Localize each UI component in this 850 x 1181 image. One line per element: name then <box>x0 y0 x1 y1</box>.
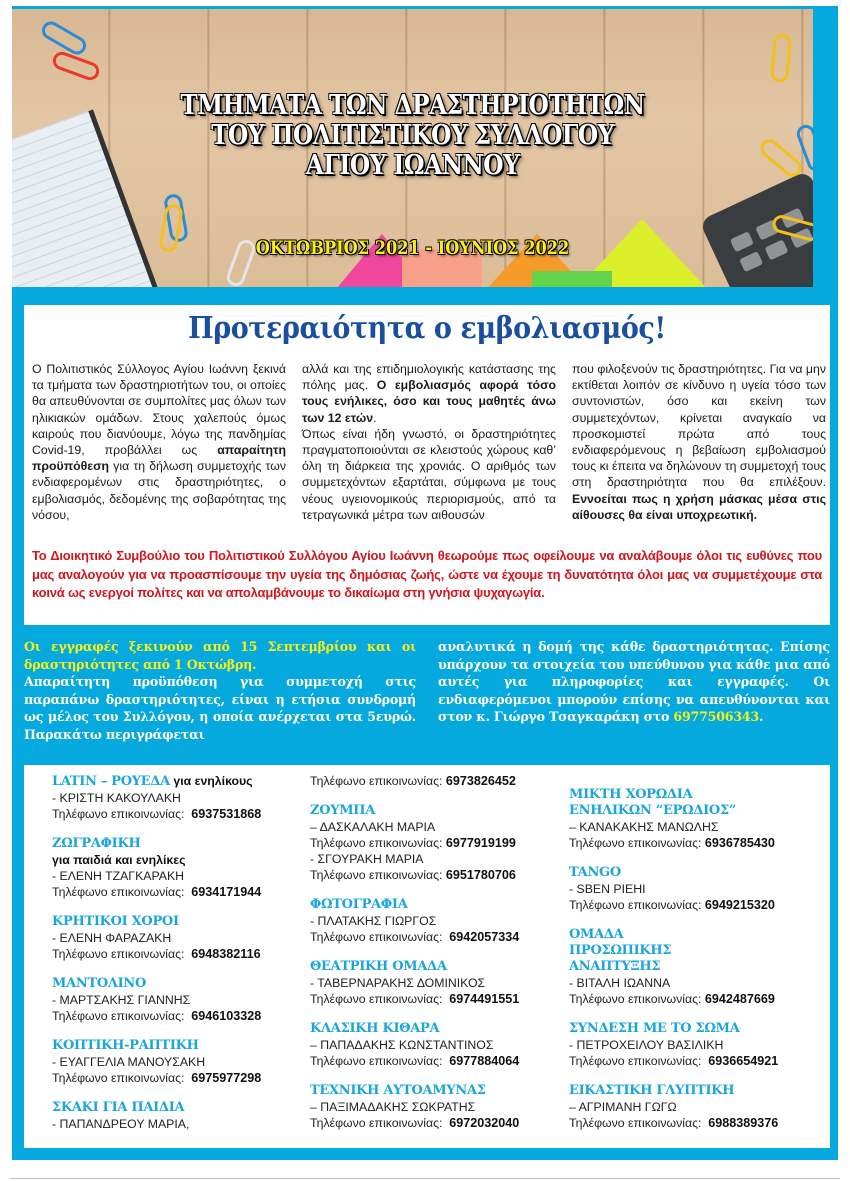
registration-info-left: Οι εγγραφές ξεκινούν από 15 Σεπτεμβρίου και οι δραστηριότητες από 1 Οκτώβρη. Απαραίτητη προϋπόθεση για συμμετοχή στις παραπάνω δραστηριότητες, είναι η ετήσια συνδρομή ως μέλος του Συλλόγου, η οποία ανέρχεται στα 5ευρώ. Παρακάτω περιγράφεται <box>24 639 416 742</box>
paperclip-icon <box>757 136 805 181</box>
activity-name: ΜΑΝΤΟΛΙΝΟ <box>52 976 147 991</box>
activity-name: ΤΕΧΝΙΚΗ ΑΥΤΟΑΜΥΝΑΣ <box>310 1083 486 1098</box>
activity-instructor: - ΣΓΟΥΡΑΚΗ ΜΑΡΙΑ <box>310 852 424 866</box>
activity-name: ΚΟΠΤΙΚΗ-ΡΑΠΤΙΚΗ <box>52 1038 199 1053</box>
phone-label: Τηλέφωνο επικοινωνίας: <box>52 1071 185 1085</box>
registration-dates: Οι εγγραφές ξεκινούν από 15 Σεπτεμβρίου και οι δραστηριότητες από 1 Οκτώβρη. <box>24 639 416 672</box>
activity-item: ΖΩΓΡΑΦΙΚΗ για παιδιά και ενηλίκες - ΕΛΕΝΗ ΤΖΑΓΚΑΡΑΚΗ Τηλέφωνο επικοινωνίας: 6934171944 <box>52 836 302 900</box>
phone-label: Τηλέφωνο επικοινωνίας: <box>52 947 185 961</box>
activity-phone <box>569 897 819 913</box>
activity-instructor: - ΒΙΤΑΛΗ ΙΩΑΝΝΑ <box>569 976 671 990</box>
activity-phone <box>310 1053 560 1069</box>
activity-instructor: - ΚΡΙΣΤΗ ΚΑΚΟΥΛΑΚΗ <box>52 791 181 805</box>
activity-phone <box>52 1070 302 1086</box>
article-panel <box>24 305 830 625</box>
activity-instructor: - ΕΛΕΝΗ ΤΖΑΓΚΑΡΑΚΗ <box>52 869 185 883</box>
phone-label: Τηλέφωνο επικοινωνίας: <box>310 836 443 850</box>
phone-number[interactable]: 6975977298 <box>191 1071 262 1085</box>
phone-number[interactable]: 6977919199 <box>445 836 516 850</box>
activity-item <box>569 1083 819 1131</box>
activity-name: ΖΩΓΡΑΦΙΚΗ <box>52 836 141 851</box>
activity-name: ΖΟΥΜΠΑ <box>310 803 376 818</box>
activity-item-continued <box>310 773 560 789</box>
activity-item: ΜΙΚΤΗ ΧΟΡΩΔΙΑ ΕΝΗΛΙΚΩΝ “ΕΡΩΔΙΟΣ” – ΚΑΝΑΚΑΚΗΣ ΜΑΝΩΛΗΣ Τηλέφωνο επικοινωνίας: 6936785430 <box>569 787 819 851</box>
phone-number[interactable]: 6949215320 <box>704 898 775 912</box>
activity-phone <box>52 946 302 962</box>
activity-item <box>52 914 302 962</box>
activity-name: ΣΚΑΚΙ ΓΙΑ ΠΑΙΔΙΑ <box>52 1100 185 1115</box>
activity-instructor: - ΠΕΤΡΟΧΕΙΛΟΥ ΒΑΣΙΛΙΚΗ <box>569 1038 724 1052</box>
phone-number[interactable]: 6973826452 <box>445 774 516 788</box>
activity-item <box>569 1021 819 1069</box>
activity-item <box>310 803 560 883</box>
phone-label: Τηλέφωνο επικοινωνίας: <box>569 1054 702 1068</box>
phone-label: Τηλέφωνο επικοινωνίας: <box>310 868 443 882</box>
activity-phone <box>569 991 819 1007</box>
activity-name: ΟΜΑΔΑ <box>569 927 624 942</box>
activity-item <box>310 959 560 1007</box>
activity-instructor: - ΜΑΡΤΣΑΚΗΣ ΓΙΑΝΝΗΣ <box>52 993 191 1007</box>
article-columns <box>32 361 826 523</box>
banner-title-line: ΤΜΗΜΑΤΑ ΤΩΝ ΔΡΑΣΤΗΡΙΟΤΗΤΩΝ <box>180 90 645 121</box>
activity-item <box>52 1038 302 1086</box>
activity-instructor: - ΠΛΑΤΑΚΗΣ ΓΙΩΡΓΟΣ <box>310 914 437 928</box>
phone-number[interactable]: 6946103328 <box>191 1009 262 1023</box>
phone-label: Τηλέφωνο επικοινωνίας: <box>310 992 443 1006</box>
activity-name: ΕΙΚΑΣΤΙΚΗ ΓΛΥΠΤΙΚΗ <box>569 1083 735 1098</box>
activity-phone <box>569 1115 819 1131</box>
activity-item <box>310 897 560 945</box>
phone-number[interactable]: 6936654921 <box>708 1054 779 1068</box>
activity-name: ΚΛΑΣΙΚΗ ΚΙΘΑΡΑ <box>310 1021 440 1036</box>
contact-phone-link[interactable]: 6977506343 <box>673 709 760 724</box>
activity-phone <box>310 929 560 945</box>
phone-label: Τηλέφωνο επικοινωνίας: <box>569 836 702 850</box>
board-statement: Το Διοικητικό Συμβούλιο του Πολιτιστικού Συλλόγου Αγίου Ιωάννη θεωρούμε πως οφείλουμε να αναλάβουμε όλοι τις ευθύνες που μας αναλογούν για να προασπίσουμε την υγεία της δημόσιας ζωής, ώστε να έχουμε τη δυνατότητα όλοι μας να συμμετέχουμε στα κοινά ως ενεργοί πολίτες και να απολαμβάνουμε το δικαίωμα στη γνήσια ψυχαγωγία. <box>32 548 822 600</box>
bottom-divider <box>10 1178 840 1179</box>
activity-instructor: – ΠΑΞΙΜΑΔΑΚΗΣ ΣΩΚΡΑΤΗΣ <box>310 1100 476 1114</box>
activity-phone <box>310 991 560 1007</box>
phone-number[interactable]: 6934171944 <box>191 885 262 899</box>
activity-instructor: - ΕΛΕΝΗ ΦΑΡΑΖΑΚΗ <box>52 931 172 945</box>
activity-name: ΚΡΗΤΙΚΟΙ ΧΟΡΟΙ <box>52 914 179 929</box>
activity-name: TANGO <box>569 865 621 880</box>
phone-label: Τηλέφωνο επικοινωνίας: <box>310 1116 443 1130</box>
phone-label: Τηλέφωνο επικοινωνίας: <box>569 898 702 912</box>
phone-number[interactable]: 6977884064 <box>449 1054 520 1068</box>
phone-label: Τηλέφωνο επικοινωνίας: <box>52 807 185 821</box>
phone-number[interactable]: 6937531868 <box>191 807 262 821</box>
activity-instructor: – ΚΑΝΑΚΑΚΗΣ ΜΑΝΩΛΗΣ <box>569 820 719 834</box>
sticky-note-green <box>532 271 612 287</box>
banner-title-line: ΤΟΥ ΠΟΛΙΤΙΣΤΙΚΟΥ ΣΥΛΛΟΓΟΥ <box>211 120 614 151</box>
activity-name: ΦΩΤΟΓΡΑΦΙΑ <box>310 897 408 912</box>
article-column-2: αλλά και της επιδημιολογικής κατάστασης της πόλης μας. Ο εμβολιασμός αφορά τόσο τους ενήλικες, όσο και τους μαθητές άνω των 12 ετών. Όπως είναι ήδη γνωστό, οι δραστηριότητες πραγματοποιούνται σε κλειστούς χώρους καθ’ όλη τη διάρκεια της χρονιάς. Ο αριθμός των συμμετεχόντων εξαρτάται, σύμφωνα με τους νέους υγειονομικούς περιορισμούς, από τα τετραγωνικά μέτρα των αιθουσών <box>302 362 556 522</box>
activity-phone <box>569 835 819 851</box>
activity-phone <box>52 806 302 822</box>
activities-column-2 <box>310 773 560 1145</box>
phone-label: Τηλέφωνο επικοινωνίας: <box>569 992 702 1006</box>
phone-number[interactable]: 6942057334 <box>449 930 520 944</box>
phone-label: Τηλέφωνο επικοινωνίας: <box>310 774 443 788</box>
activity-instructor: – ΔΑΣΚΑΛΑΚΗ ΜΑΡΙΑ <box>310 820 436 834</box>
phone-number[interactable]: 6951780706 <box>445 868 516 882</box>
activity-name: ΜΙΚΤΗ ΧΟΡΩΔΙΑ <box>569 787 693 802</box>
activities-column-1 <box>52 773 302 1146</box>
activity-item <box>310 1021 560 1069</box>
article-column-1: Ο Πολιτιστικός Σύλλογος Αγίου Ιωάννη ξεκινά τα τμήματα των δραστηριοτήτων του, οι οποίες θα απευθύνονται σε συμπολίτες μας όλων των ηλικιακών ομάδων. Στους χαλεπούς όμως καιρούς που διανύουμε, λόγω της πανδημίας Covid-19, προβάλλει ως απαραίτητη προϋπόθεση για τη δήλωση συμμετοχής των ενδιαφερομένων στις δραστηριότητες, ο εμβολιασμός, δεδομένης της σοβαρότητας της νόσου, <box>32 362 286 522</box>
activities-column-3 <box>569 787 819 1145</box>
banner-title <box>68 91 757 181</box>
activity-instructor: - ΠΑΠΑΝΔΡΕΟΥ ΜΑΡΙΑ, <box>52 1117 190 1131</box>
article-headline: Προτεραιότητα ο εμβολιασμός! <box>188 311 666 346</box>
phone-number[interactable]: 6988389376 <box>708 1116 779 1130</box>
phone-label: Τηλέφωνο επικοινωνίας: <box>310 930 443 944</box>
activities-panel <box>24 765 830 1148</box>
activity-item <box>569 865 819 913</box>
activity-instructor: - ΤΑΒΕΡΝΑΡΑΚΗΣ ΔΟΜΙΝΙΚΟΣ <box>310 976 486 990</box>
activity-item <box>52 976 302 1024</box>
paperclip-icon <box>770 33 792 82</box>
phone-label: Τηλέφωνο επικοινωνίας: <box>52 885 185 899</box>
activity-instructor: – ΑΓΡΙΜΑΝΗ ΓΩΓΩ <box>569 1100 677 1114</box>
activity-phone <box>310 773 560 789</box>
phone-number[interactable]: 6974491551 <box>449 992 520 1006</box>
activity-instructor: - SBEN PIEHI <box>569 882 646 896</box>
activity-phone <box>310 867 560 883</box>
registration-info <box>24 638 830 756</box>
article-column-3: που φιλοξενούν τις δραστηριότητες. Για να μην εκτίθεται λοιπόν σε κίνδυνο η υγεία τόσο των συντονιστών, όσο και εκείνη των συμμετεχόντων, κρίνεται αναγκαίο να προσκομιστεί πρώτα από τους ενδιαφερόμενους η βεβαίωση εμβολιασμού τους κι έπειτα να δηλώνουν τη συμμετοχή τους στη δραστηριότητα που θα επιλέξουν. Εννοείται πως η χρήση μάσκας μέσα στις αίθουσες θα είναι υποχρεωτική. <box>572 362 826 522</box>
phone-label: Τηλέφωνο επικοινωνίας: <box>52 1009 185 1023</box>
phone-number[interactable]: 6948382116 <box>191 947 261 961</box>
activity-name: ΣΥΝΔΕΣΗ ΜΕ ΤΟ ΣΩΜΑ <box>569 1021 740 1036</box>
activity-phone <box>52 884 302 900</box>
activity-phone <box>310 1115 560 1131</box>
phone-number[interactable]: 6972032040 <box>449 1116 520 1130</box>
phone-number[interactable]: 6942487669 <box>704 992 775 1006</box>
activity-item: ΟΜΑΔΑ ΠΡΟΣΩΠΙΚΗΣ ΑΝΑΠΤΥΞΗΣ - ΒΙΤΑΛΗ ΙΩΑΝΝΑ Τηλέφωνο επικοινωνίας: 6942487669 <box>569 927 819 1007</box>
activity-phone <box>52 1008 302 1024</box>
registration-info-right: αναλυτικά η δομή της κάθε δραστηριότητας. Επίσης υπάρχουν τα στοιχεία του υπεύθυνου για κάθε μια από αυτές για πληροφορίες και εγγραφές. Οι ενδιαφερόμενοι μπορούν επίσης να απευθύνονται και στον κ. Γιώργο Τσαγκαράκη στο 6977506343. <box>438 639 830 724</box>
date-range: ΟΚΤΩΒΡΙΟΣ 2021 - ΙΟΥΝΙΟΣ 2022 <box>255 237 570 259</box>
activity-instructor: – ΠΑΠΑΔΑΚΗΣ ΚΩΝΣΤΑΝΤΙΝΟΣ <box>310 1038 494 1052</box>
activity-instructor: - ΕΥΑΓΓΕΛΙΑ ΜΑΝΟΥΣΑΚΗ <box>52 1055 206 1069</box>
activity-phone <box>310 835 560 851</box>
activity-item <box>52 1100 302 1132</box>
activity-phone <box>569 1053 819 1069</box>
phone-label: Τηλέφωνο επικοινωνίας: <box>310 1054 443 1068</box>
activity-name: ΘΕΑΤΡΙΚΗ ΟΜΑΔΑ <box>310 959 447 974</box>
header-banner <box>12 9 813 287</box>
banner-title-line: ΑΓΙΟΥ ΙΩΑΝΝΟΥ <box>305 150 520 181</box>
activity-item <box>310 1083 560 1131</box>
activity-item: LATIN – ΡΟΥΕΔΑ για ενηλίκους - ΚΡΙΣΤΗ ΚΑΚΟΥΛΑΚΗ Τηλέφωνο επικοινωνίας: 6937531868 <box>52 773 302 822</box>
activity-name: LATIN – ΡΟΥΕΔΑ <box>52 774 170 789</box>
phone-number[interactable]: 6936785430 <box>704 836 775 850</box>
phone-label: Τηλέφωνο επικοινωνίας: <box>569 1116 702 1130</box>
